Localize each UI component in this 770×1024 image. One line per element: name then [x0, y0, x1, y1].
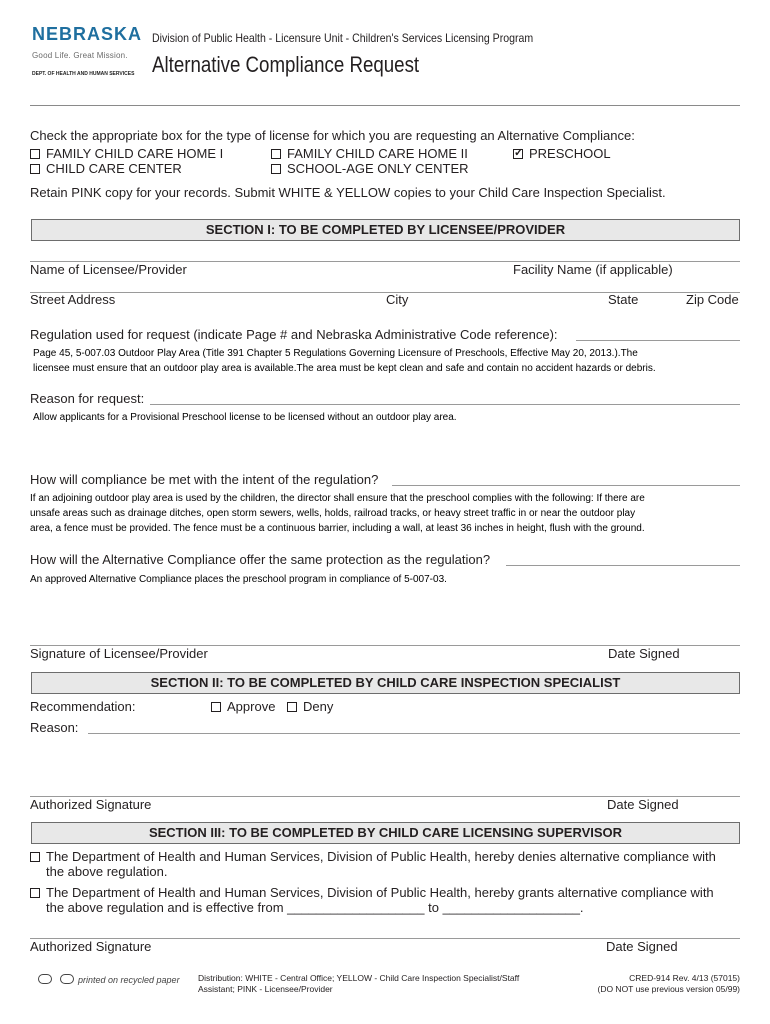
reason-line — [150, 404, 740, 405]
signature-label-1: Signature of Licensee/Provider — [30, 646, 208, 661]
deny-compliance-line2: the above regulation. — [46, 864, 168, 879]
checkbox-preschool[interactable]: ✓ PRESCHOOL — [513, 146, 611, 161]
signature-label-2: Authorized Signature — [30, 797, 152, 812]
checkbox-family-home-2[interactable]: FAMILY CHILD CARE HOME II — [271, 146, 468, 161]
section-1-header: SECTION I: TO BE COMPLETED BY LICENSEE/PROVIDER — [31, 219, 740, 241]
checkbox-grant-compliance[interactable]: The Department of Health and Human Services, Division of Public Health, hereby grants alternative compliance with — [30, 885, 714, 900]
license-type-prompt: Check the appropriate box for the type of license for which you are requesting an Alternative Compliance: — [30, 128, 635, 143]
checkbox-school-age-center[interactable]: SCHOOL-AGE ONLY CENTER — [271, 161, 469, 176]
date-label-2: Date Signed — [607, 797, 679, 812]
reason-label: Reason for request: — [30, 391, 145, 406]
protection-value[interactable]: An approved Alternative Compliance places the preschool program in compliance of 5-007-03. — [30, 574, 447, 585]
division-header: Division of Public Health - Licensure Unit - Children's Services Licensing Program — [152, 31, 534, 45]
checkbox-icon[interactable] — [30, 149, 40, 159]
regulation-label: Regulation used for request (indicate Page # and Nebraska Administrative Code reference): — [30, 327, 558, 342]
facility-label: Facility Name (if applicable) — [513, 262, 673, 277]
checkbox-icon[interactable] — [30, 164, 40, 174]
checked-checkbox-icon[interactable] — [513, 149, 523, 159]
name-label: Name of Licensee/Provider — [30, 262, 187, 277]
checkbox-icon[interactable] — [271, 149, 281, 159]
protection-label: How will the Alternative Compliance offer the same protection as the regulation? — [30, 552, 491, 567]
compliance-label: How will compliance be met with the intent of the regulation? — [30, 472, 379, 487]
grant-compliance-line2: the above regulation and is effective from ___________________ to ___________________. — [46, 900, 584, 915]
recycle-icon — [60, 974, 74, 984]
checkbox-child-care-center[interactable]: CHILD CARE CENTER — [30, 161, 182, 176]
regulation-line — [576, 340, 740, 341]
section2-reason-label: Reason: — [30, 720, 79, 735]
logo-tagline: Good Life. Great Mission. — [32, 51, 128, 60]
distribution-note: Distribution: WHITE - Central Office; YELLOW - Child Care Inspection Specialist/Staff Assistant; PINK - Licensee/Provider — [198, 973, 520, 994]
protection-line — [506, 565, 740, 566]
union-bug-icon — [38, 974, 52, 984]
section-3-header: SECTION III: TO BE COMPLETED BY CHILD CARE LICENSING SUPERVISOR — [31, 822, 740, 844]
form-id: CRED-914 Rev. 4/13 (57015) (DO NOT use previous version 05/99) — [597, 973, 740, 994]
date-label-1: Date Signed — [608, 646, 680, 661]
logo-dept: DEPT. OF HEALTH AND HUMAN SERVICES — [32, 71, 135, 77]
header-rule — [30, 105, 740, 106]
checkbox-icon[interactable] — [30, 852, 40, 862]
state-label: State — [608, 292, 639, 307]
checkbox-deny-compliance[interactable]: The Department of Health and Human Services, Division of Public Health, hereby denies alternative compliance with — [30, 849, 716, 864]
retain-note: Retain PINK copy for your records. Submit WHITE & YELLOW copies to your Child Care Inspection Specialist. — [30, 185, 666, 200]
checkbox-approve[interactable]: Approve — [211, 699, 275, 714]
checkbox-deny[interactable]: Deny — [287, 699, 333, 714]
zip-label: Zip Code — [686, 292, 739, 307]
checkbox-icon[interactable] — [271, 164, 281, 174]
street-label: Street Address — [30, 292, 116, 307]
checkbox-icon[interactable] — [211, 702, 221, 712]
checkbox-family-home-1[interactable]: FAMILY CHILD CARE HOME I — [30, 146, 223, 161]
date-label-3: Date Signed — [606, 939, 678, 954]
compliance-line — [392, 485, 740, 486]
city-label: City — [386, 292, 409, 307]
compliance-value[interactable]: If an adjoining outdoor play area is used by the children, the director shall ensure that the preschool complies with the following: If there are unsafe areas such as drainage ditches, open storm sewers, wells, holds, railroad tracks, or heavy street traffic in or near the outdoor play area, a fence must be provided. The fence must be a continuous barrier, including a wall, at least 36 inches in height, flush with the ground. — [30, 493, 645, 534]
checkbox-icon[interactable] — [287, 702, 297, 712]
signature-label-3: Authorized Signature — [30, 939, 152, 954]
recycled-note: printed on recycled paper — [34, 974, 180, 985]
reason-value[interactable]: Allow applicants for a Provisional Preschool license to be licensed without an outdoor play area. — [33, 412, 457, 423]
form-title: Alternative Compliance Request — [152, 52, 420, 77]
section-2-header: SECTION II: TO BE COMPLETED BY CHILD CARE INSPECTION SPECIALIST — [31, 672, 740, 694]
section2-reason-line — [88, 733, 740, 734]
regulation-value[interactable]: Page 45, 5-007.03 Outdoor Play Area (Title 391 Chapter 5 Regulations Governing Licensure of Preschools, Effective May 20, 2013.).The licensee must ensure that an outdoor play area is available.The area must be kept clean and safe and contain no accident hazards or debris. — [33, 348, 656, 374]
checkbox-icon[interactable] — [30, 888, 40, 898]
nebraska-logo: NEBRASKA — [32, 24, 143, 44]
recommendation-label: Recommendation: — [30, 699, 136, 714]
